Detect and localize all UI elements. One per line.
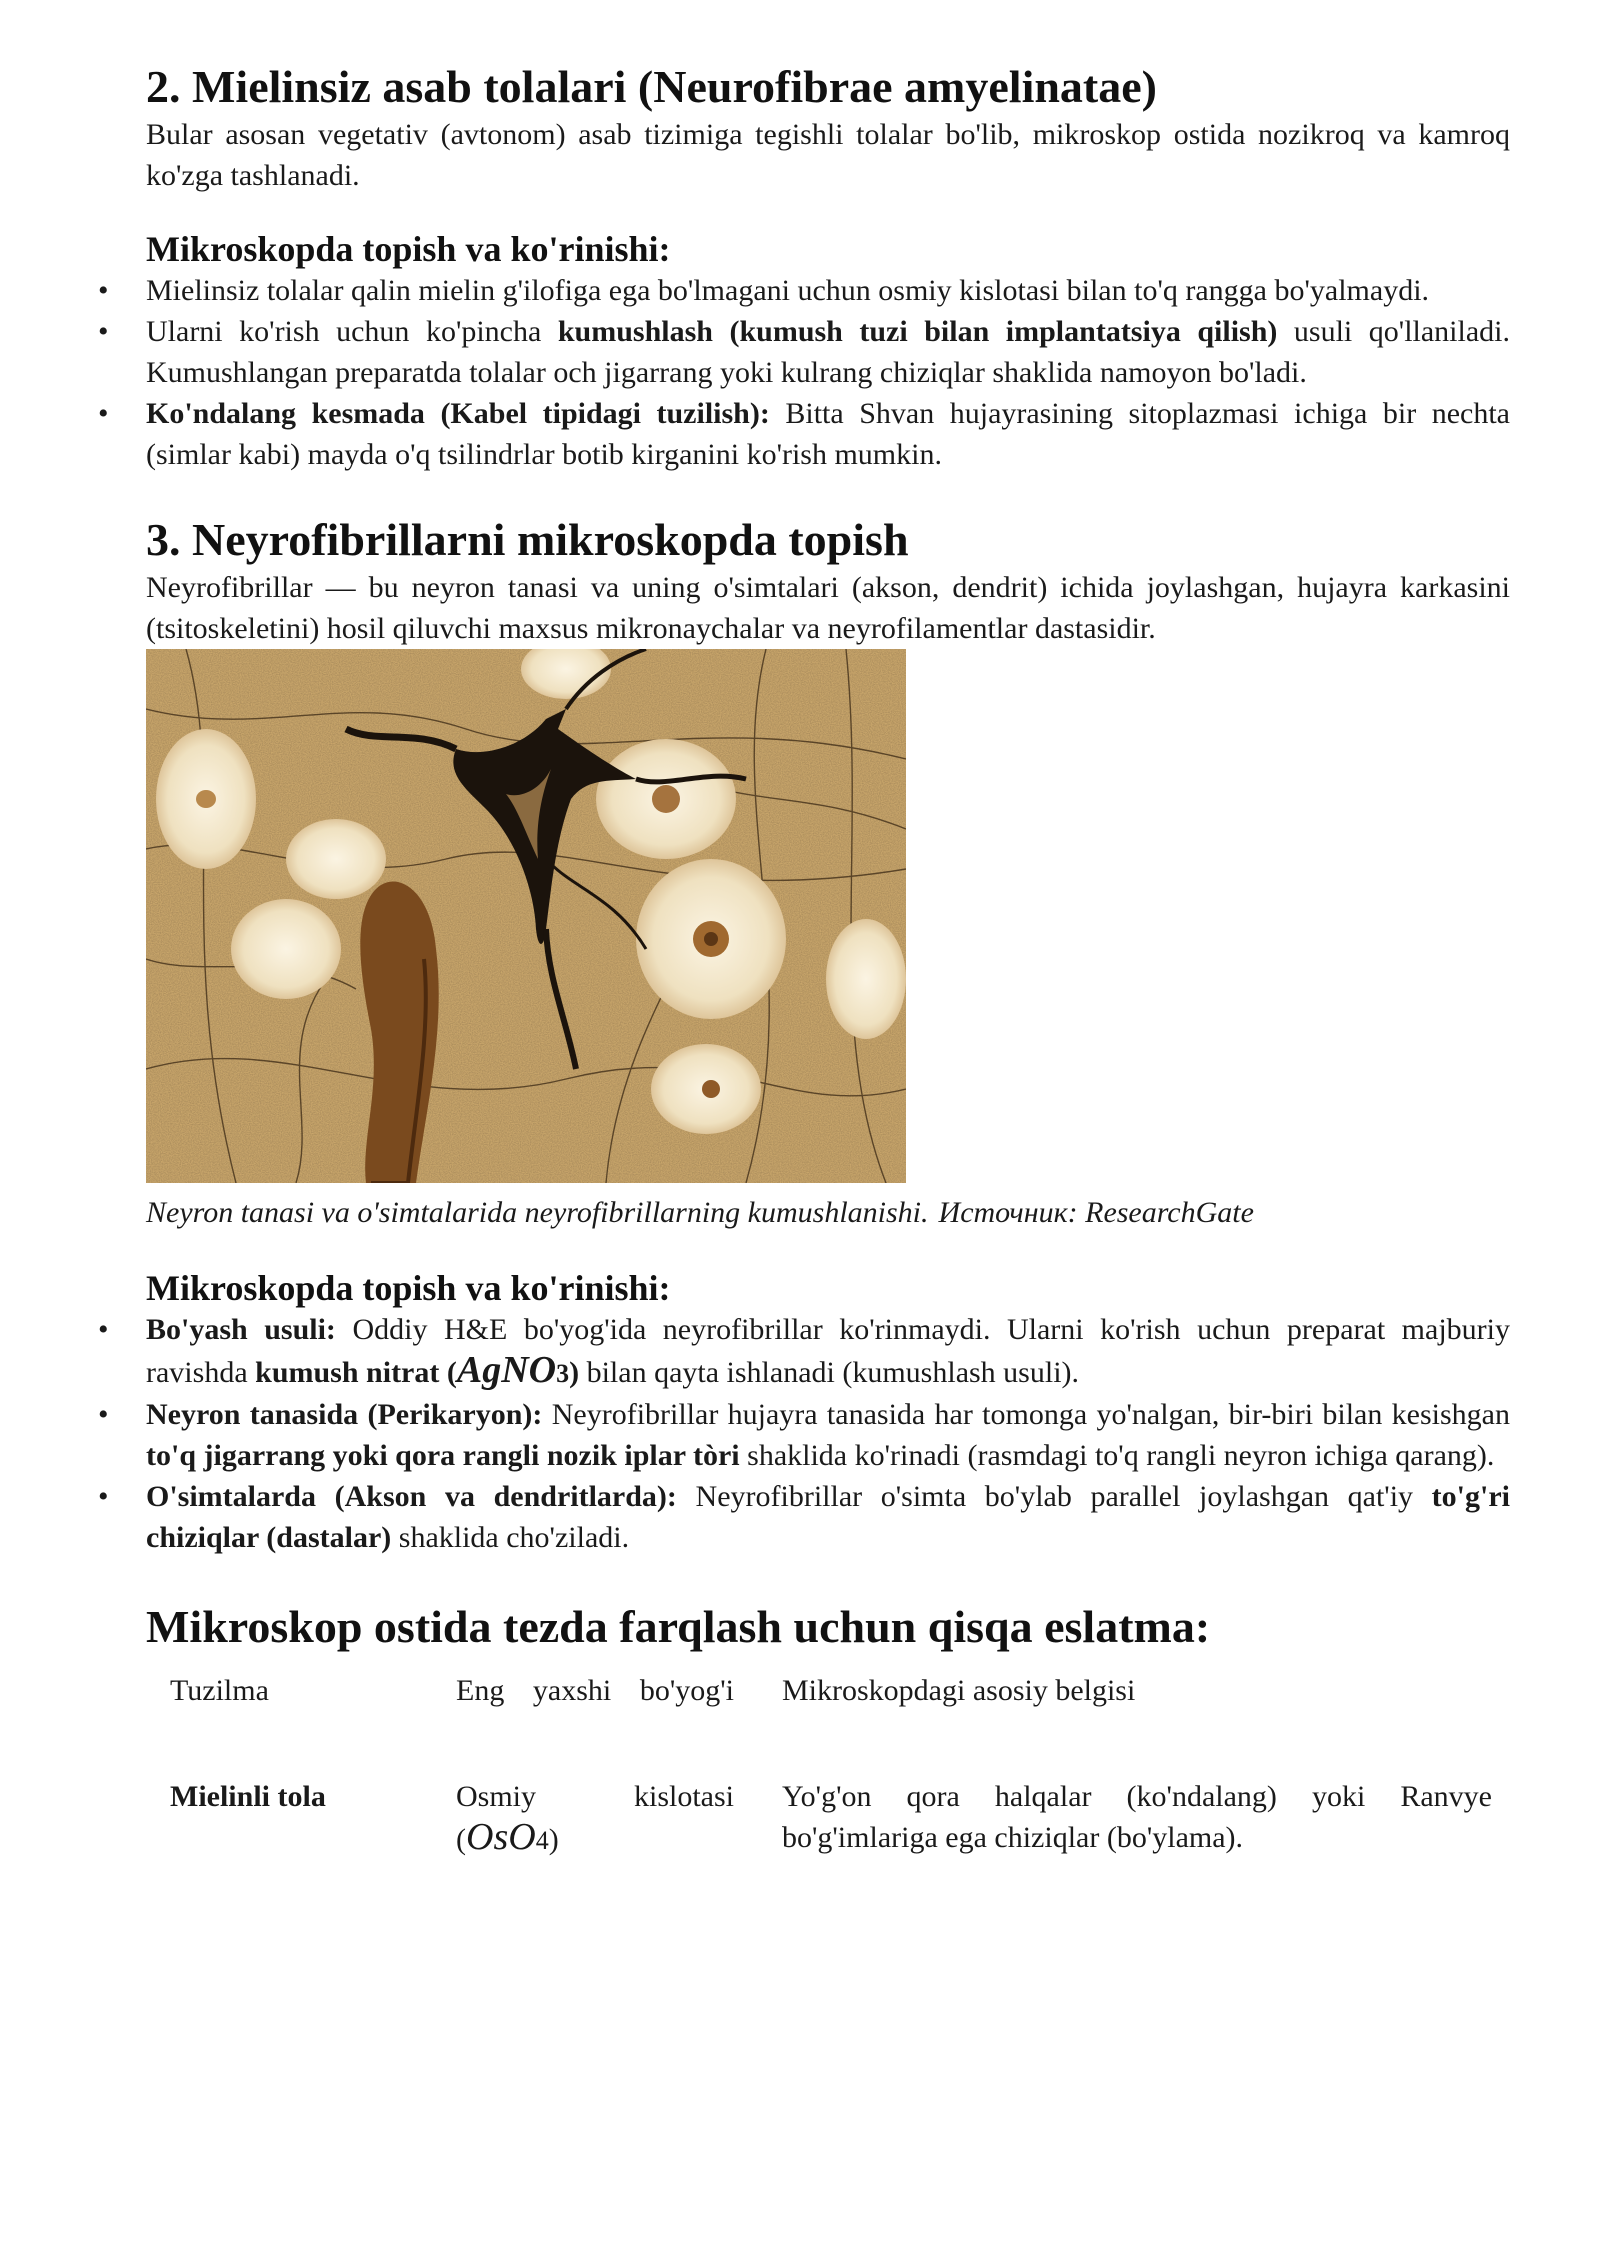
table-header: Eng yaxshi bo'yog'i <box>456 1674 734 1707</box>
table-row <box>146 1776 1516 1861</box>
bullet-icon: • <box>98 1313 109 1346</box>
section3-bullet-list <box>98 1309 1510 1558</box>
list-item <box>98 393 1510 475</box>
section3-title: 3. Neyrofibrillarni mikroskopda topish <box>146 514 909 565</box>
caption-source: Источник: ResearchGate <box>938 1196 1254 1229</box>
document-page <box>98 60 1510 1861</box>
section3-subheading: Mikroskopda topish va ko'rinishi: <box>146 1268 671 1308</box>
list-item <box>98 1309 1510 1394</box>
structure-name: Mielinli tola <box>170 1780 326 1813</box>
bullet-bold: to'q jigarrang yoki qora rangli nozik iplar tòri <box>146 1439 740 1472</box>
bullet-icon: • <box>98 397 109 430</box>
table-header: Tuzilma <box>170 1674 269 1707</box>
figure <box>146 649 1510 1233</box>
bullet-text-post: usuli qo'llaniladi. Kumushlangan preparatda tolalar och jigarrang yoki kulrang chiziqlar shaklida namoyon bo'ladi. <box>146 315 1510 389</box>
bullet-icon: • <box>98 315 109 348</box>
bullet-text: Mielinsiz tolalar qalin mielin g'ilofiga ega bo'lmagani uchun osmiy kislotasi bilan to'q rangga bo'yalmaydi. <box>146 274 1430 307</box>
table-spacer <box>146 1711 1516 1776</box>
bullet-text: shaklida ko'rinadi (rasmdagi to'q rangli neyron ichiga qarang). <box>739 1439 1495 1472</box>
section3-intro: Neyrofibrillar — bu neyron tanasi va uning o'simtalari (akson, dendrit) ichida joylashgan, hujayra karkasini (tsitoskeletini) hosil qiluvchi maxsus mikronaychalar va neyrofilamentlar dastasidir. <box>146 571 1510 645</box>
bullet-bold: kumush nitrat ( <box>255 1356 457 1389</box>
bullet-icon: • <box>98 1398 109 1431</box>
bullet-bold: Neyron tanasida (Perikaryon): <box>146 1398 543 1431</box>
stain-text: Osmiy kislotasi ( <box>456 1780 734 1856</box>
bullet-bold: Bo'yash usuli: <box>146 1313 336 1346</box>
section2-title: 2. Mielinsiz asab tolalari (Neurofibrae amyelinatae) <box>146 61 1157 112</box>
list-item <box>98 1394 1510 1476</box>
chem-subscript: 4 <box>535 1826 549 1855</box>
bullet-text: shaklida cho'ziladi. <box>391 1521 630 1554</box>
neuron-micrograph-image <box>146 649 906 1183</box>
table-cell <box>146 1776 432 1861</box>
bullet-bold: ) <box>569 1356 580 1389</box>
bullet-bold: kumushlash (kumush tuzi bilan implantatsiya qilish) <box>557 315 1278 348</box>
bullet-text-pre: Ularni ko'rish uchun ko'pincha <box>146 315 558 348</box>
bullet-text: Neyrofibrillar hujayra tanasida har tomonga yo'nalgan, bir-biri bilan kesishgan <box>542 1398 1510 1431</box>
bullet-text: bilan qayta ishlanadi (kumushlash usuli). <box>579 1356 1080 1389</box>
chem-formula: AgNO <box>456 1349 557 1391</box>
bullet-bold: O'simtalarda (Akson va dendritlarda): <box>146 1480 677 1513</box>
bullet-bold: to'g'ri chiziqlar (dastalar) <box>146 1480 1510 1554</box>
bullet-text: Neyrofibrillar o'simta bo'ylab parallel joylashgan qat'iy <box>676 1480 1432 1513</box>
bullet-text: Oddiy H&E bo'yog'ida neyrofibrillar ko'rinmaydi. Ularni ko'rish uchun preparat majburiy ravishda <box>146 1313 1510 1389</box>
table-header-row <box>146 1670 1516 1711</box>
table-cell <box>432 1776 758 1861</box>
section2-intro: Bular asosan vegetativ (avtonom) asab tizimiga tegishli tolalar bo'lib, mikroskop ostida nozikroq va kamroq ko'zga tashlanadi. <box>146 118 1510 192</box>
bullet-text: Bitta Shvan hujayrasining sitoplazmasi ichiga bir nechta (simlar kabi) mayda o'q tsilindrlar botib kirganini ko'rish mumkin. <box>146 397 1510 471</box>
table-header: Mikroskopdagi asosiy belgisi <box>782 1674 1136 1707</box>
section2-bullet-list <box>98 270 1510 475</box>
section2-subheading: Mikroskopda topish va ko'rinishi: <box>146 229 671 269</box>
stain-text: ) <box>548 1823 559 1856</box>
list-item <box>98 1476 1510 1558</box>
caption-text: Neyron tanasi va o'simtalarida neyrofibrillarning kumushlanishi. <box>146 1196 929 1229</box>
table-cell: Yo'g'on qora halqalar (ko'ndalang) yoki Ranvye bo'g'imlariga ega chiziqlar (bo'ylama). <box>782 1780 1492 1854</box>
chem-subscript: 3 <box>556 1359 570 1388</box>
summary-table <box>146 1670 1516 1861</box>
list-item <box>98 270 1510 311</box>
bullet-icon: • <box>98 1480 109 1513</box>
bullet-icon: • <box>98 274 109 307</box>
bullet-bold: Ko'ndalang kesmada (Kabel tipidagi tuzilish): <box>146 397 770 430</box>
list-item <box>98 311 1510 393</box>
chem-formula: OsO <box>466 1816 536 1858</box>
summary-title: Mikroskop ostida tezda farqlash uchun qisqa eslatma: <box>146 1601 1211 1652</box>
figure-caption <box>146 1193 1510 1233</box>
